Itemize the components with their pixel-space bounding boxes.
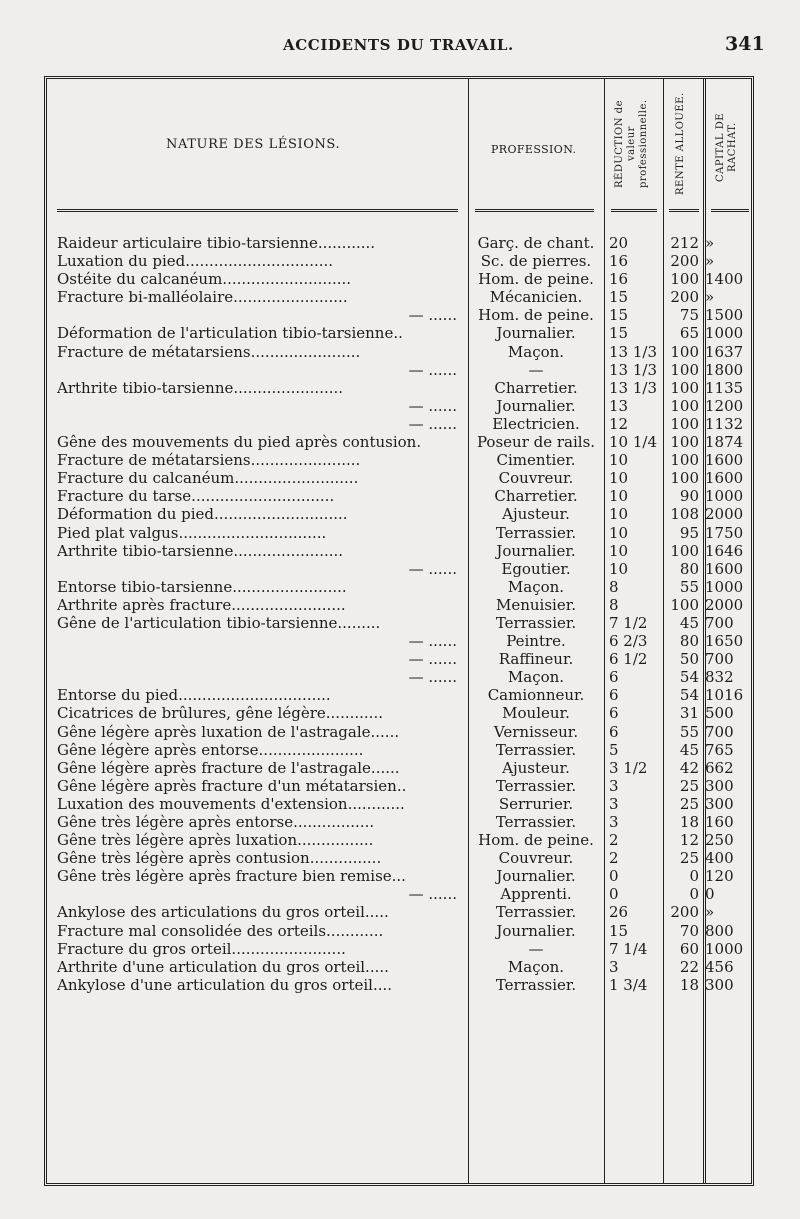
table-row [47,433,757,451]
rente-cell: 75 [679,306,699,325]
rente-cell: 200 [670,288,699,307]
profession-cell: Journalier. [496,921,576,940]
capital-cell: 1646 [705,541,744,560]
lesion-cell: Fracture de métatarsiens....................... [57,342,361,361]
table-row [47,469,757,487]
header-nature: NATURE DES LÉSIONS. [166,137,341,152]
lesion-cell: Fracture de métatarsiens....................... [57,451,361,470]
table-body [47,234,757,994]
reduction-cell: 6 [609,704,619,723]
reduction-cell: 0 [609,885,619,904]
lesion-cell: Pied plat valgus............................... [57,523,327,542]
profession-cell: — [528,360,544,379]
profession-cell: Maçon. [507,342,565,361]
lesion-cell: Gêne très légère après luxation................ [57,831,374,850]
table-row [47,379,757,397]
rente-cell: 0 [689,867,699,886]
header-profession: PROFESSION. [491,143,577,156]
table-row [47,234,757,252]
table-row [47,288,757,306]
capital-cell: 300 [705,975,734,994]
profession-cell: Terrassier. [495,523,577,542]
table-row [47,415,757,433]
profession-cell: Maçon. [507,668,565,687]
rente-cell: 95 [679,523,699,542]
profession-cell: Hom. de peine. [478,270,594,289]
rente-cell: 100 [670,433,699,452]
capital-cell: 500 [705,704,734,723]
capital-cell: 765 [705,740,734,759]
reduction-cell: 8 [609,577,619,596]
rente-cell: 100 [670,342,699,361]
lesion-cell: Luxation du pied............................... [57,252,334,271]
lesion-cell: Arthrite d'une articulation du gros orteil..... [57,957,389,976]
lesion-cell: Entorse tibio-tarsienne........................ [57,577,347,596]
rente-cell: 100 [670,270,699,289]
reduction-cell: 20 [609,234,629,252]
reduction-cell: 15 [609,306,629,325]
capital-cell: 1750 [705,523,744,542]
rente-cell: 0 [689,885,699,904]
table-row [47,686,757,704]
capital-cell: 1200 [705,396,744,415]
rente-cell: 100 [670,595,699,614]
profession-cell: Menuisier. [495,595,577,614]
profession-cell: Peintre. [506,632,566,651]
profession-cell: Terrassier. [495,613,577,632]
profession-cell: Terrassier. [495,740,577,759]
table-row [47,813,757,831]
table-row [47,940,757,958]
reduction-cell: 13 1/3 [609,378,657,397]
rente-cell: 25 [679,849,699,868]
header-capital: CAPITAL DE RACHAT. [715,112,738,182]
lesion-cell: Fracture du gros orteil........................ [57,939,346,958]
table-row [47,596,757,614]
profession-cell: Apprenti. [500,885,572,904]
table-row [47,922,757,940]
capital-cell: 300 [705,776,734,795]
capital-cell: 1016 [705,686,744,705]
reduction-cell: 10 [609,559,629,578]
reduction-cell: 16 [609,270,629,289]
lesion-cell: Gêne légère après entorse...................... [57,740,364,759]
lesion-cell: Gêne des mouvements du pied après contusion. [57,433,422,452]
profession-cell: Serrurier. [498,794,574,813]
lesion-cell: Gêne de l'articulation tibio-tarsienne......... [57,613,381,632]
table-row [47,324,757,342]
reduction-cell: 15 [609,324,629,343]
profession-cell: Terrassier. [495,975,577,994]
profession-cell: Terrassier. [495,776,577,795]
page-number: 341 [725,33,765,55]
lesion-cell: Gêne légère après fracture de l'astragale...... [57,758,400,777]
table-row [47,252,757,270]
table-row [47,958,757,976]
capital-cell: 1500 [705,306,744,325]
rente-cell: 80 [679,632,699,651]
capital-cell: » [705,252,715,271]
rente-cell: 54 [679,686,699,705]
rente-cell: 90 [679,487,699,506]
lesion-cell: Fracture bi-malléolaire........................ [57,288,348,307]
rente-cell: 22 [679,957,699,976]
rente-cell: 54 [679,668,699,687]
profession-cell: Journalier. [496,541,576,560]
reduction-cell: 6 [609,722,619,741]
profession-cell: Ajusteur. [502,758,570,777]
lesion-cell: — ...... [408,559,457,578]
rente-cell: 108 [670,505,699,524]
lesion-cell: Ostéite du calcanéum........................... [57,270,352,289]
lesion-cell: Gêne très légère après entorse................. [57,813,375,831]
profession-cell: — [528,939,544,958]
rente-cell: 100 [670,414,699,433]
reduction-cell: 10 [609,469,629,488]
rente-cell: 31 [679,704,699,723]
profession-cell: Raffineur. [498,650,574,669]
capital-cell: » [705,234,715,252]
reduction-cell: 6 [609,686,619,705]
lesion-cell: — ...... [408,396,457,415]
reduction-cell: 13 [609,396,629,415]
table-row [47,632,757,650]
reduction-cell: 3 1/2 [609,758,648,777]
profession-cell: Maçon. [507,957,565,976]
lesion-cell: Fracture du tarse.............................. [57,487,335,506]
table-frame [44,76,754,1186]
lesion-cell: — ...... [408,632,457,651]
profession-cell: Vernisseur. [493,722,579,741]
capital-cell: 662 [705,758,734,777]
capital-cell: 456 [705,957,734,976]
table-row [47,397,757,415]
header-reduction: RÉDUCTION de valeur professionnelle. [614,99,649,189]
capital-cell: 1800 [705,360,744,379]
reduction-cell: 3 [609,813,619,831]
lesion-cell: Entorse du pied................................ [57,686,331,705]
capital-cell: 300 [705,794,734,813]
lesion-cell: Ankylose d'une articulation du gros orteil.... [57,975,393,994]
table-row [47,343,757,361]
lesion-cell: — ...... [408,885,457,904]
rente-cell: 100 [670,541,699,560]
table-row [47,578,757,596]
rente-cell: 25 [679,794,699,813]
rente-cell: 100 [670,360,699,379]
rente-cell: 100 [670,396,699,415]
capital-cell: 1874 [705,433,744,452]
lesion-cell: Fracture mal consolidée des orteils............ [57,921,384,940]
capital-cell: 250 [705,831,734,850]
lesion-cell: Fracture du calcanéum.......................... [57,469,359,488]
lesion-cell: — ...... [408,650,457,669]
lesion-cell: Gêne légère après luxation de l'astragale...... [57,722,400,741]
lesion-cell: — ...... [408,306,457,325]
capital-cell: 160 [705,813,734,831]
capital-cell: 832 [705,668,734,687]
table-row [47,885,757,903]
table-row [47,668,757,686]
header-rule [57,209,458,212]
capital-cell: 400 [705,849,734,868]
profession-cell: Journalier. [496,396,576,415]
lesion-cell: — ...... [408,668,457,687]
table-row [47,903,757,921]
capital-cell: 2000 [705,595,744,614]
capital-cell: » [705,288,715,307]
capital-cell: 0 [705,885,715,904]
reduction-cell: 8 [609,595,619,614]
profession-cell: Camionneur. [487,686,585,705]
reduction-cell: 16 [609,252,629,271]
table-row [47,270,757,288]
reduction-cell: 3 [609,957,619,976]
capital-cell: 1000 [705,324,744,343]
rente-cell: 65 [679,324,699,343]
reduction-cell: 12 [609,414,629,433]
profession-cell: Poseur de rails. [476,433,596,452]
capital-cell: 1000 [705,939,744,958]
capital-cell: 800 [705,921,734,940]
header-rule [669,209,699,212]
lesion-cell: Arthrite après fracture........................ [57,595,346,614]
reduction-cell: 10 [609,523,629,542]
rente-cell: 55 [679,722,699,741]
rente-cell: 200 [670,903,699,922]
rente-cell: 50 [679,650,699,669]
rente-cell: 100 [670,378,699,397]
table-row [47,542,757,560]
lesion-cell: Cicatrices de brûlures, gêne légère............ [57,704,383,723]
table-row [47,704,757,722]
capital-cell: 1132 [705,414,744,433]
capital-cell: 1600 [705,559,744,578]
reduction-cell: 13 1/3 [609,342,657,361]
rente-cell: 45 [679,740,699,759]
table-row [47,451,757,469]
profession-cell: Hom. de peine. [478,306,594,325]
capital-cell: 1000 [705,577,744,596]
profession-cell: Sc. de pierres. [480,252,592,271]
table-row [47,614,757,632]
capital-cell: 1600 [705,469,744,488]
profession-cell: Mouleur. [502,704,570,723]
header-rule [711,209,749,212]
rente-cell: 200 [670,252,699,271]
profession-cell: Charretier. [494,378,578,397]
reduction-cell: 6 2/3 [609,632,648,651]
rente-cell: 100 [670,451,699,470]
reduction-cell: 15 [609,288,629,307]
reduction-cell: 7 1/4 [609,939,648,958]
table-row [47,795,757,813]
reduction-cell: 3 [609,794,619,813]
reduction-cell: 15 [609,921,629,940]
capital-cell: » [705,903,715,922]
capital-cell: 700 [705,613,734,632]
profession-cell: Cimentier. [496,451,576,470]
lesion-cell: Gêne très légère après fracture bien remise... [57,867,406,886]
rente-cell: 45 [679,613,699,632]
profession-cell: Couvreur. [498,849,574,868]
table-row [47,505,757,523]
table-row [47,741,757,759]
rente-cell: 12 [679,831,699,850]
running-title: ACCIDENTS DU TRAVAIL. [283,36,514,54]
table-row [47,650,757,668]
header-rule [475,209,594,212]
profession-cell: Couvreur. [498,469,574,488]
profession-cell: Ajusteur. [502,505,570,524]
table-row [47,831,757,849]
profession-cell: Mécanicien. [489,288,583,307]
lesion-cell: — ...... [408,360,457,379]
table-row [47,849,757,867]
reduction-cell: 13 1/3 [609,360,657,379]
reduction-cell: 7 1/2 [609,613,648,632]
reduction-cell: 2 [609,849,619,868]
capital-cell: 1000 [705,487,744,506]
rente-cell: 70 [679,921,699,940]
running-head [0,33,800,56]
reduction-cell: 10 [609,505,629,524]
table-row [47,487,757,505]
reduction-cell: 26 [609,903,629,922]
header-rente: RENTE ALLOUÉE. [675,92,686,196]
capital-cell: 120 [705,867,734,886]
lesion-cell: Gêne légère après fracture d'un métatarsien.. [57,776,407,795]
rente-cell: 55 [679,577,699,596]
capital-cell: 1650 [705,632,744,651]
table-row [47,560,757,578]
profession-cell: Journalier. [496,867,576,886]
table-row [47,867,757,885]
reduction-cell: 5 [609,740,619,759]
reduction-cell: 10 1/4 [609,433,657,452]
capital-cell: 1600 [705,451,744,470]
lesion-cell: Arthrite tibio-tarsienne....................... [57,378,344,397]
lesion-cell: Déformation du pied............................ [57,505,348,524]
table-row [47,524,757,542]
lesion-cell: — ...... [408,414,457,433]
rente-cell: 42 [679,758,699,777]
rente-cell: 80 [679,559,699,578]
reduction-cell: 10 [609,487,629,506]
profession-cell: Garç. de chant. [477,234,595,252]
rente-cell: 60 [679,939,699,958]
header-rule [611,209,657,212]
reduction-cell: 6 1/2 [609,650,648,669]
profession-cell: Maçon. [507,577,565,596]
rente-cell: 100 [670,469,699,488]
profession-cell: Charretier. [494,487,578,506]
reduction-cell: 3 [609,776,619,795]
lesion-cell: Luxation des mouvements d'extension............ [57,794,405,813]
reduction-cell: 2 [609,831,619,850]
rente-cell: 18 [679,975,699,994]
reduction-cell: 10 [609,451,629,470]
lesion-cell: Arthrite tibio-tarsienne....................... [57,541,344,560]
table-row [47,777,757,795]
profession-cell: Hom. de peine. [478,831,594,850]
lesion-cell: Ankylose des articulations du gros orteil..... [57,903,389,922]
reduction-cell: 1 3/4 [609,975,648,994]
table-row [47,976,757,994]
profession-cell: Terrassier. [495,813,577,831]
reduction-cell: 0 [609,867,619,886]
capital-cell: 1135 [705,378,744,397]
profession-cell: Terrassier. [495,903,577,922]
lesion-cell: Raideur articulaire tibio-tarsienne............ [57,234,376,252]
rente-cell: 18 [679,813,699,831]
capital-cell: 700 [705,650,734,669]
table-row [47,723,757,741]
rente-cell: 25 [679,776,699,795]
profession-cell: Journalier. [496,324,576,343]
lesion-cell: Gêne très légère après contusion............... [57,849,382,868]
table-row [47,306,757,324]
table-row [47,759,757,777]
capital-cell: 1637 [705,342,744,361]
rente-cell: 212 [670,234,699,252]
profession-cell: Electricien. [492,414,580,433]
capital-cell: 2000 [705,505,744,524]
lesion-cell: Déformation de l'articulation tibio-tarsienne.. [57,324,403,343]
capital-cell: 1400 [705,270,744,289]
capital-cell: 700 [705,722,734,741]
table-row [47,361,757,379]
profession-cell: Egoutier. [501,559,571,578]
reduction-cell: 10 [609,541,629,560]
reduction-cell: 6 [609,668,619,687]
